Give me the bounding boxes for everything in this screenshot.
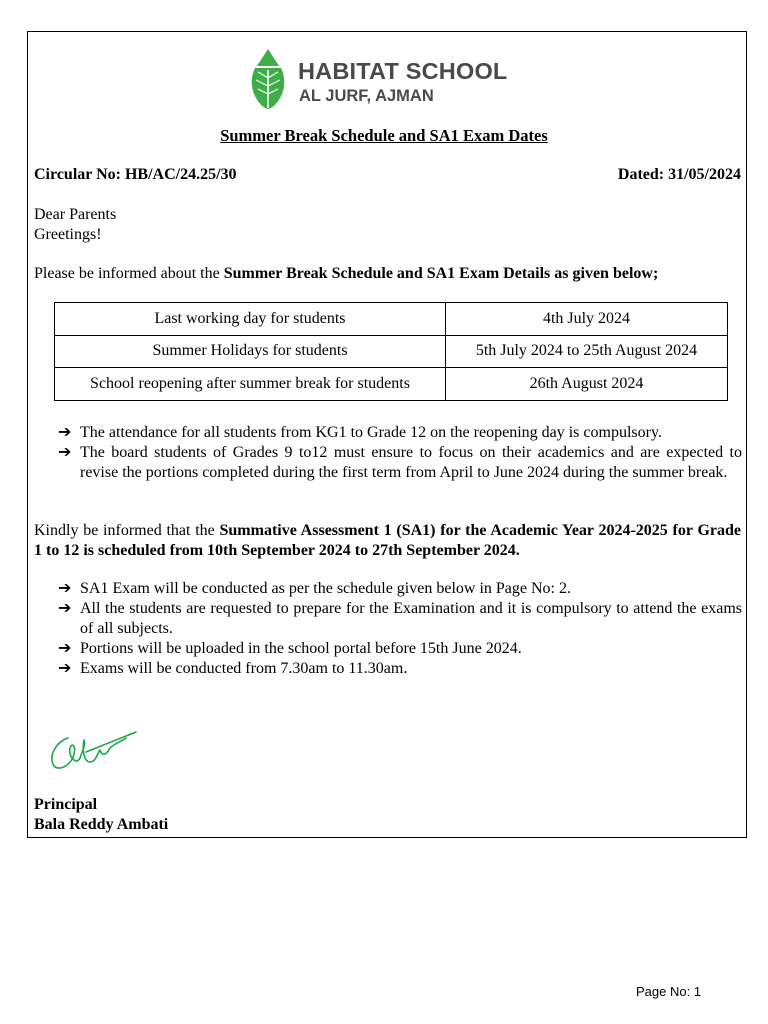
school-name: HABITAT SCHOOL [298,58,508,84]
school-location: AL JURF, AJMAN [299,87,434,105]
arrow-icon: ➔ [58,600,72,617]
signatory-name: Bala Reddy Ambati [34,816,169,833]
list-item [58,639,742,659]
pencil-leaf-logo-icon [250,48,286,110]
schedule-label: Summer Holidays for students [55,335,446,368]
page-number: Page No: 1 [636,984,702,999]
arrow-icon: ➔ [58,640,72,657]
list-item [58,659,742,679]
schedule-table [54,302,728,401]
bullet-text: The board students of Grades 9 to12 must ensure to focus on their academics and are expected to revise the portions completed during the first term from April to June 2024 during the summer break. [80,444,742,481]
schedule-value: 5th July 2024 to 25th August 2024 [446,335,728,368]
list-item [58,423,742,443]
bullet-text: SA1 Exam will be conducted as per the schedule given below in Page No: 2. [80,580,571,597]
table-row [55,368,728,401]
signature-icon [46,726,142,772]
schedule-value: 4th July 2024 [446,303,728,336]
bullet-text: All the students are requested to prepare for the Examination and it is compulsory to attend the exams of all subjects. [80,600,742,637]
greeting: Greetings! [34,226,102,243]
arrow-icon: ➔ [58,444,72,461]
intro-plain: Please be informed about the [34,265,224,282]
signatory-role: Principal [34,796,98,813]
intro-paragraph [34,264,658,284]
schedule-label: School reopening after summer break for students [55,368,446,401]
circular-date: Dated: 31/05/2024 [617,166,741,183]
sa1-plain: Kindly be informed that the [34,522,220,539]
intro-bold: Summer Break Schedule and SA1 Exam Details as given below; [223,265,659,282]
salutation: Dear Parents [34,206,117,223]
sa1-paragraph [34,521,741,561]
arrow-icon: ➔ [58,580,72,597]
list-item [58,443,742,483]
schedule-value: 26th August 2024 [446,368,728,401]
list-item [58,599,742,639]
circular-number: Circular No: HB/AC/24.25/30 [34,166,237,183]
circular-row [34,166,741,186]
arrow-icon: ➔ [58,424,72,441]
table-row [55,303,728,336]
list-item [58,579,742,599]
bullet-text: Portions will be uploaded in the school portal before 15th June 2024. [80,640,522,657]
bullet-text: Exams will be conducted from 7.30am to 11.30am. [80,660,408,677]
arrow-icon: ➔ [58,660,72,677]
school-logo [250,48,530,112]
table-row [55,335,728,368]
sa1-bold: Summative Assessment 1 (SA1) for the Academic Year 2024-2025 for Grade 1 to 12 is scheduled from 10th September 2024 to 27th September 2024. [34,522,741,559]
bullet-text: The attendance for all students from KG1 to Grade 12 on the reopening day is compulsory. [80,424,662,441]
letter-title: Summer Break Schedule and SA1 Exam Dates [220,126,548,145]
schedule-label: Last working day for students [55,303,446,336]
